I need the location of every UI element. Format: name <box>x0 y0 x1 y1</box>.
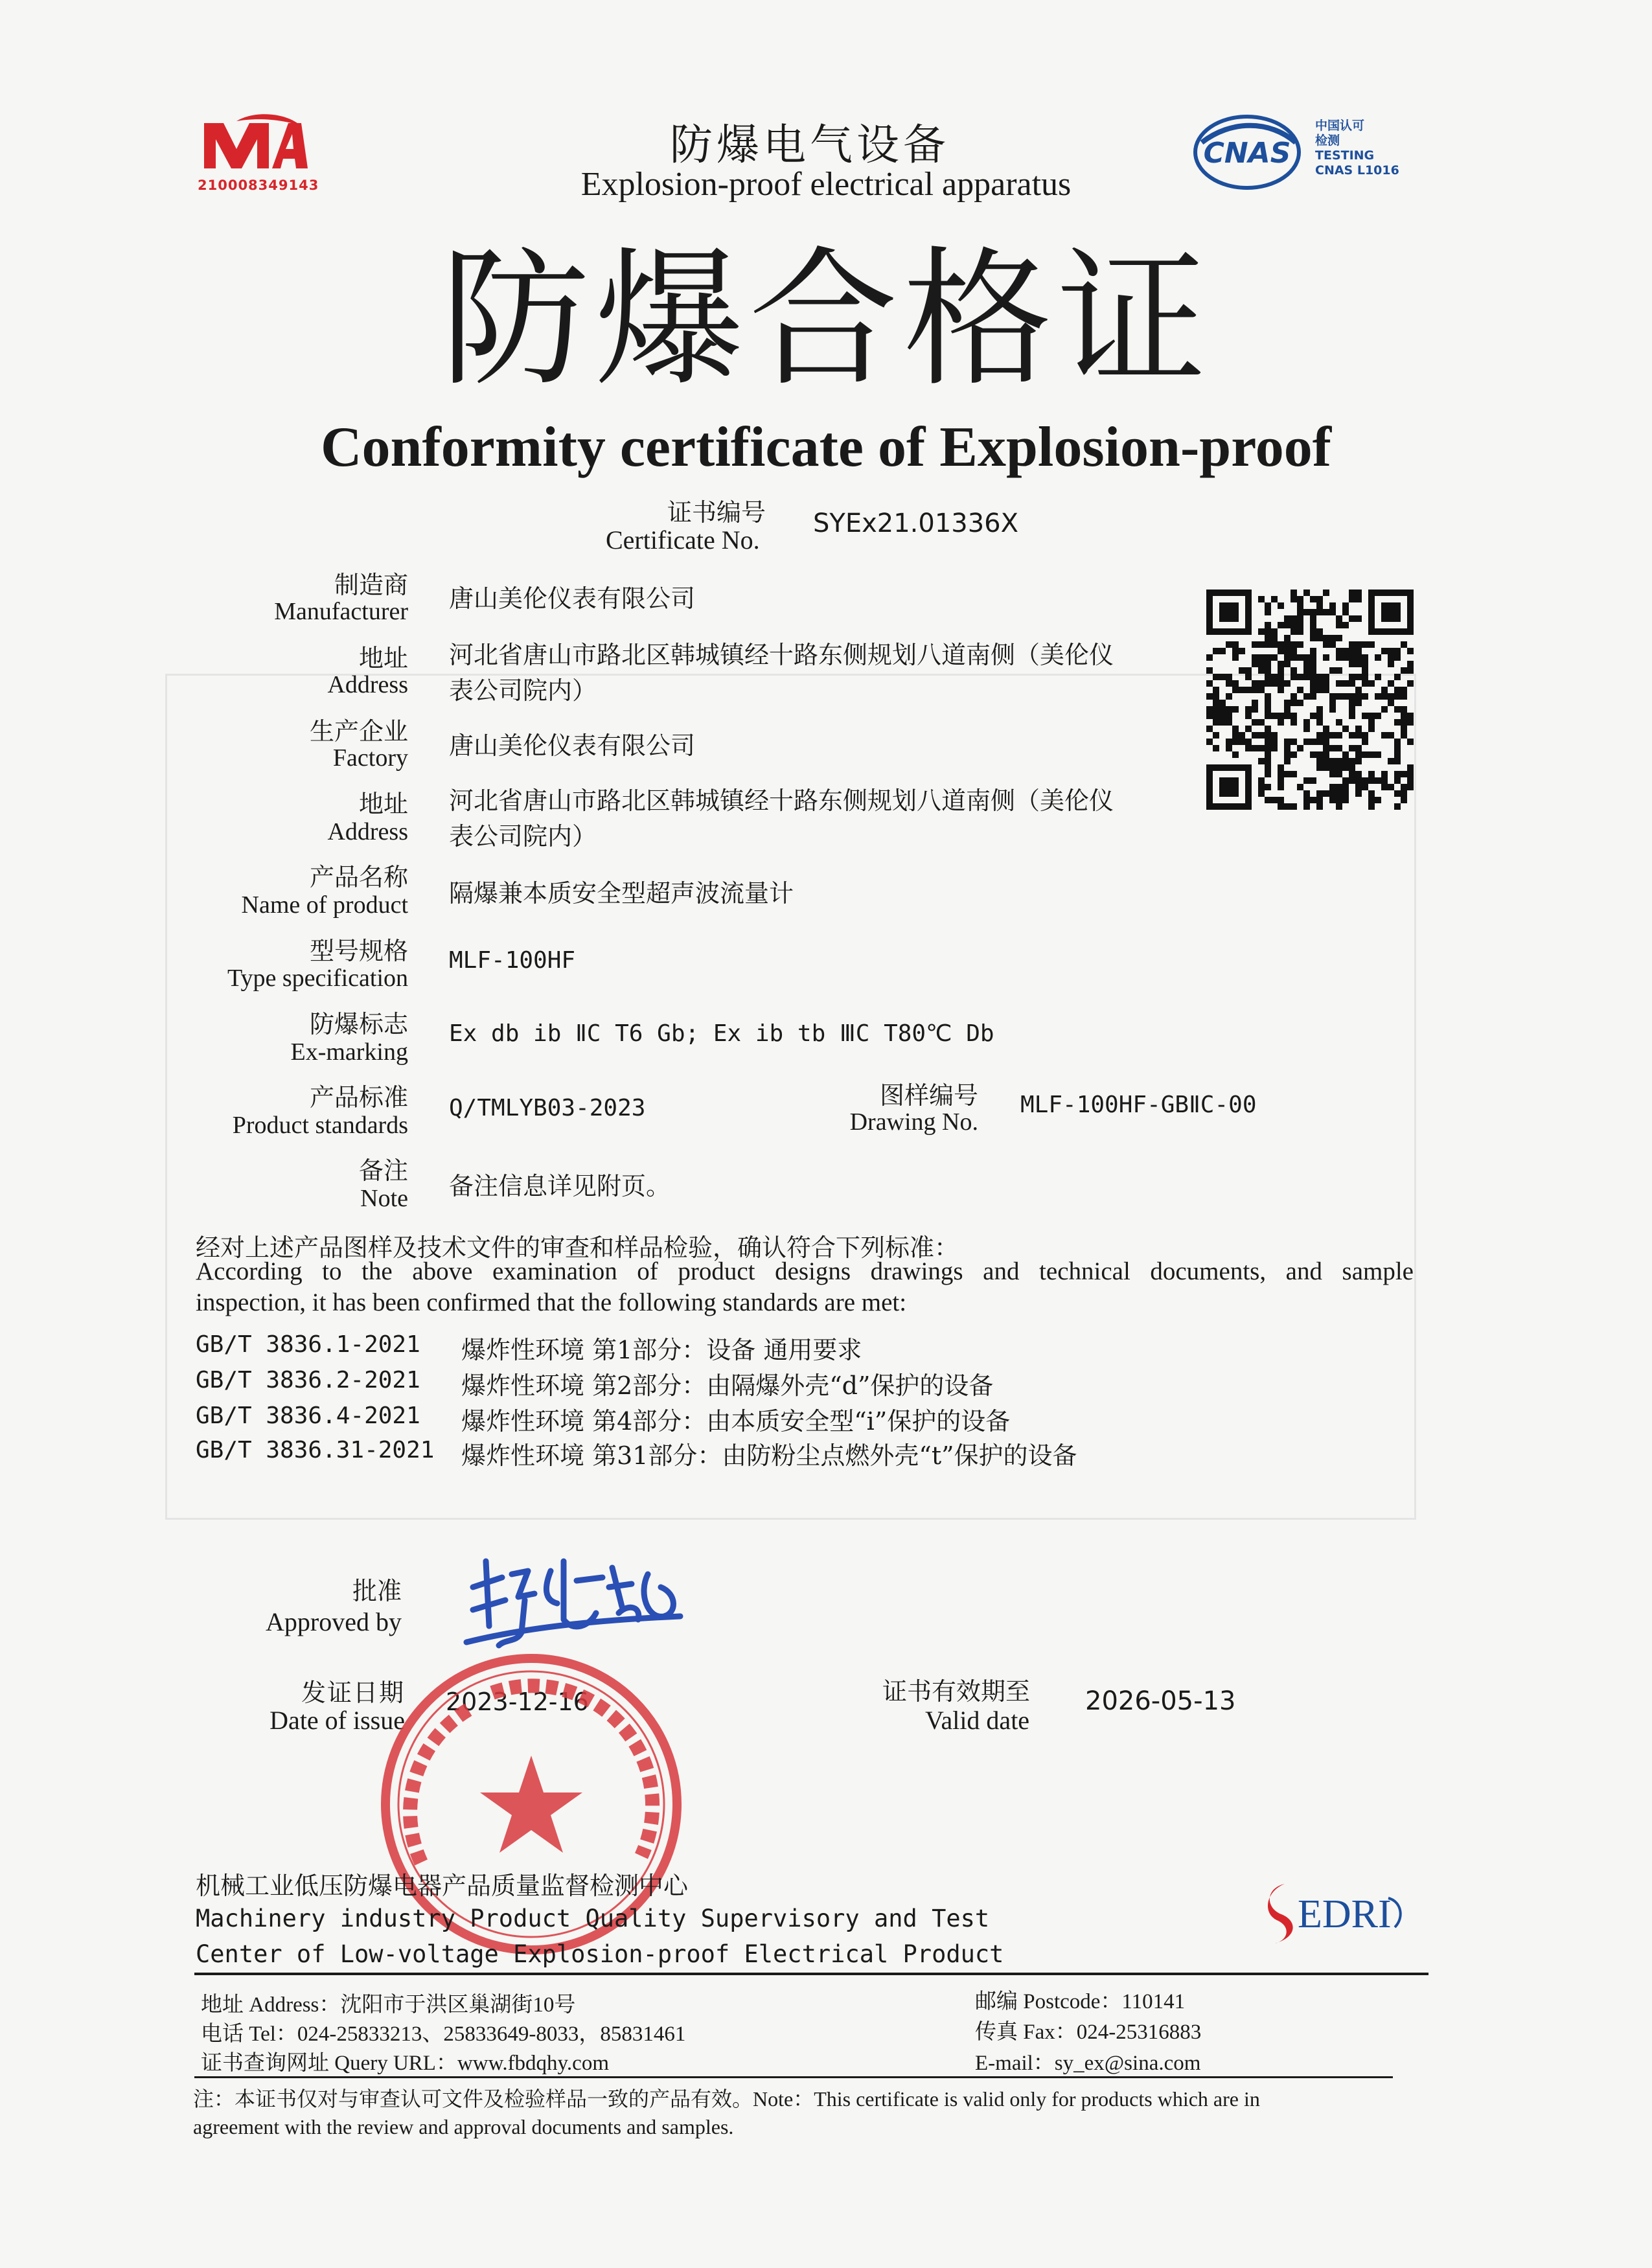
standard-code: GB/T 3836.1-2021 <box>196 1331 420 1358</box>
manufacturer-value: 唐山美伦仪表有限公司 <box>449 584 696 613</box>
statement-en-line1: According to the above examination of product designs drawings and technical documents, and sample <box>196 1257 1414 1285</box>
issuer-name-zh: 机械工业低压防爆电器产品质量监督检测中心 <box>196 1872 689 1900</box>
manufacturer-label-zh: 制造商 <box>334 571 408 599</box>
factory-label-en: Factory <box>332 744 408 772</box>
standard-code: GB/T 3836.4-2021 <box>196 1403 420 1429</box>
issue-label-zh: 发证日期 <box>301 1678 405 1707</box>
cnas-side-4: CNAS L1016 <box>1315 163 1399 178</box>
valid-label-zh: 证书有效期至 <box>882 1677 1031 1706</box>
approved-label-en: Approved by <box>266 1607 402 1636</box>
page-title-en: Conformity certificate of Explosion-proof <box>320 416 1332 479</box>
factory-value: 唐山美伦仪表有限公司 <box>449 731 696 760</box>
statement-en-line2: inspection, it has been confirmed that the following standards are met: <box>196 1289 907 1316</box>
issuer-name-en-line1: Machinery industry Product Quality Supervisory and Test <box>196 1905 990 1932</box>
contact-postcode: 邮编 Postcode：110141 <box>975 1990 1186 2013</box>
address1-label-en: Address <box>327 671 408 698</box>
cnas-side-1: 中国认可 <box>1315 119 1365 133</box>
product-name-value: 隔爆兼本质安全型超声波流量计 <box>449 879 794 908</box>
footnote-line2: agreement with the review and approval documents and samples. <box>193 2115 734 2138</box>
standard-title: 爆炸性环境 第4部分：由本质安全型“i”保护的设备 <box>461 1407 1011 1436</box>
standard-code: GB/T 3836.2-2021 <box>196 1367 420 1393</box>
issue-label-en: Date of issue <box>270 1706 405 1735</box>
contact-query-url: 证书查询网址 Query URL：www.fbdqhy.com <box>201 2052 609 2075</box>
cma-logo-icon <box>198 113 308 175</box>
page-title-zh: 防爆合格证 <box>440 234 1211 407</box>
type-spec-label-en: Type specification <box>227 965 408 992</box>
header-title-en-small: Explosion-proof electrical apparatus <box>580 166 1072 203</box>
header-title-zh-small: 防爆电气设备 <box>670 120 950 170</box>
drawing-no-label-en: Drawing No. <box>849 1108 978 1136</box>
note-label-zh: 备注 <box>358 1156 408 1185</box>
cnas-logo <box>1192 113 1438 198</box>
manufacturer-label-en: Manufacturer <box>274 598 408 625</box>
address1-label-zh: 地址 <box>358 644 408 672</box>
ex-marking-label-en: Ex-marking <box>290 1038 408 1066</box>
contact-address: 地址 Address：沈阳市于洪区巢湖街10号 <box>201 1993 576 2017</box>
signature <box>453 1548 687 1658</box>
ex-marking-value: Ex db ib ⅡC T6 Gb; Ex ib tb ⅢC T80℃ Db <box>449 1020 994 1047</box>
address2-label-zh: 地址 <box>358 790 408 818</box>
issuer-divider <box>194 1973 1428 1975</box>
edri-logo-icon <box>1262 1879 1411 1950</box>
seal-star-icon <box>480 1756 582 1853</box>
standard-title: 爆炸性环境 第1部分：设备 通用要求 <box>461 1336 862 1364</box>
statement-zh: 经对上述产品图样及技术文件的审查和样品检验，确认符合下列标准： <box>196 1233 959 1262</box>
cma-code: 210008349143 <box>198 178 319 193</box>
cma-logo <box>198 113 319 193</box>
type-spec-value: MLF-100HF <box>449 947 576 974</box>
address1-line2: 表公司院内） <box>449 676 597 705</box>
footer-divider <box>194 2076 1393 2078</box>
valid-date: 2026-05-13 <box>1085 1686 1236 1716</box>
cnas-logo-icon <box>1192 113 1302 191</box>
product-standards-value: Q/TMLYB03-2023 <box>449 1095 646 1121</box>
qr-code-icon <box>1206 590 1414 810</box>
issuer-name-en-line2: Center of Low-voltage Explosion-proof Electrical Product <box>196 1940 1004 1968</box>
cert-no-label-zh: 证书编号 <box>667 498 766 527</box>
standard-title: 爆炸性环境 第2部分：由隔爆外壳“d”保护的设备 <box>461 1371 994 1400</box>
edri-logo <box>1262 1879 1411 1950</box>
contact-tel: 电话 Tel：024-25833213、25833649-8033，85831461 <box>201 2022 686 2046</box>
standard-code: GB/T 3836.31-2021 <box>196 1437 435 1463</box>
contact-email: E-mail：sy_ex@sina.com <box>975 2052 1201 2075</box>
ex-marking-label-zh: 防爆标志 <box>309 1010 408 1038</box>
note-value: 备注信息详见附页。 <box>449 1172 671 1200</box>
address2-label-en: Address <box>327 818 408 845</box>
factory-label-zh: 生产企业 <box>309 717 408 746</box>
note-label-en: Note <box>360 1185 408 1212</box>
qr-code <box>1206 590 1414 810</box>
cnas-side-3: TESTING <box>1315 148 1375 163</box>
product-standards-label-zh: 产品标准 <box>309 1083 408 1112</box>
type-spec-label-zh: 型号规格 <box>309 937 408 965</box>
standard-title: 爆炸性环境 第31部分：由防粉尘点燃外壳“t”保护的设备 <box>461 1441 1077 1470</box>
address1-line1: 河北省唐山市路北区韩城镇经十路东侧规划八道南侧（美伦仪 <box>449 641 1114 669</box>
valid-label-en: Valid date <box>925 1706 1030 1735</box>
footnote-line1: 注：本证书仅对与审查认可文件及检验样品一致的产品有效。Note：This certificate is valid only for products which are in <box>193 2087 1260 2111</box>
product-standards-label-en: Product standards <box>232 1112 408 1139</box>
edri-text: EDRI <box>1298 1892 1392 1936</box>
contact-fax: 传真 Fax：024-25316883 <box>975 2021 1202 2044</box>
drawing-no-label-zh: 图样编号 <box>879 1081 978 1110</box>
issue-date: 2023-12-16 <box>446 1688 589 1716</box>
cnas-text: CNAS <box>1203 137 1291 170</box>
cert-no-label-en: Certificate No. <box>606 525 760 555</box>
cnas-side-2: 检测 <box>1315 133 1340 148</box>
drawing-no-value: MLF-100HF-GBⅡC-00 <box>1020 1092 1257 1118</box>
approved-label-zh: 批准 <box>352 1577 402 1605</box>
address2-line2: 表公司院内） <box>449 822 597 851</box>
address2-line1: 河北省唐山市路北区韩城镇经十路东侧规划八道南侧（美伦仪 <box>449 786 1114 815</box>
product-name-label-en: Name of product <box>241 891 408 919</box>
cert-no-value: SYEx21.01336X <box>813 509 1019 538</box>
product-name-label-zh: 产品名称 <box>309 863 408 891</box>
